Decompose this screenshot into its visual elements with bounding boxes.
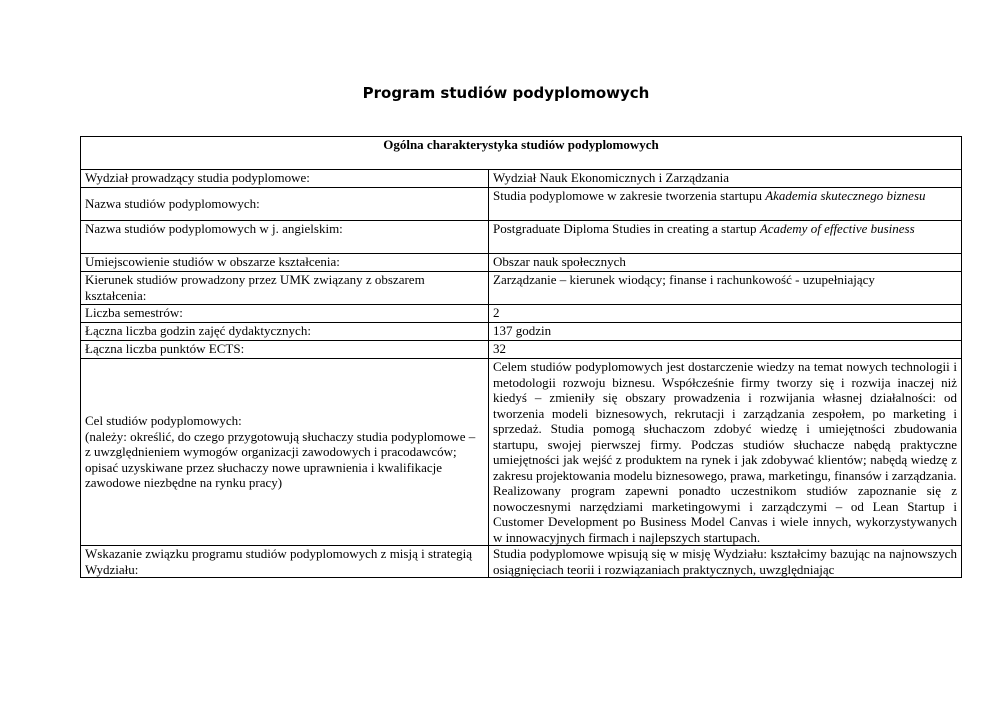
table-row	[81, 546, 962, 578]
value-misja-text: Studia podyplomowe wpisują się w misję Wydziału: kształcimy bazując na najnowszych osiągnięciach teorii i rozwiązaniach praktycznych, uwzględniając	[493, 546, 957, 577]
value-misja	[489, 546, 962, 578]
value-umiejscowienie: Obszar nauk społecznych	[489, 254, 962, 272]
value-nazwa-en-italic: Academy of effective business	[759, 221, 915, 236]
label-misja: Wskazanie związku programu studiów podyplomowych z misją i strategią Wydziału:	[81, 546, 489, 578]
label-cel-note: (należy: określić, do czego przygotowują słuchaczy studia podyplomowe – z uwzględnieniem wymogów organizacji zawodowych i pracodawców; opisać uzyskiwane przez słuchaczy nowe uprawnienia i kwalifikacje zawodowe niezbędne na rynku pracy)	[85, 428, 476, 491]
section-heading: Ogólna charakterystyka studiów podyplomowych	[81, 137, 962, 170]
label-umiejscowienie: Umiejscowienie studiów w obszarze kształcenia:	[81, 254, 489, 272]
table-row	[81, 305, 962, 323]
table-row	[81, 359, 962, 546]
program-table	[80, 136, 962, 578]
value-nazwa-en	[489, 221, 962, 254]
label-wydzial: Wydział prowadzący studia podyplomowe:	[81, 170, 489, 188]
value-nazwa	[489, 188, 962, 221]
label-kierunek: Kierunek studiów prowadzony przez UMK związany z obszarem kształcenia:	[81, 272, 489, 305]
value-nazwa-italic: Akademia skutecznego biznesu	[765, 188, 926, 203]
page-title: Program studiów podyplomowych	[362, 84, 650, 102]
value-cel-paragraph-1: Celem studiów podyplomowych jest dostarczenie wiedzy na temat nowych technologii i metodologii rozwoju biznesu. Współcześnie firmy tworzy się i rozwija inaczej niż kiedyś – zmieniły się obszary prowadzenia i rozwijania własnej działalności: od tworzenia modeli biznesowych, rekrutacji i zarządzania zespołem, po marketing i sprzedaż. Studia pomogą słuchaczom zdobyć wiedzę i umiejętności zbudowania startupu, swojej pierwszej firmy. Podczas studiów słuchacze nabędą praktyczne umiejętności jak wejść z produktem na rynek i jak zdobywać klientów; nabędą wiedzę z zakresu projektowania modelu biznesowego, prawa, marketingu, finansów i zarządzania.	[493, 359, 957, 483]
value-godziny: 137 godzin	[489, 323, 962, 341]
table-row	[81, 221, 962, 254]
label-godziny: Łączna liczba godzin zajęć dydaktycznych:	[81, 323, 489, 341]
label-ects: Łączna liczba punktów ECTS:	[81, 341, 489, 359]
value-nazwa-en-text: Postgraduate Diploma Studies in creating a startup	[493, 221, 757, 236]
table-row	[81, 323, 962, 341]
value-ects: 32	[489, 341, 962, 359]
table-row	[81, 170, 962, 188]
label-cel	[81, 359, 489, 546]
label-cel-main: Cel studiów podyplomowych:	[85, 413, 242, 429]
table-row	[81, 188, 962, 221]
value-kierunek: Zarządzanie – kierunek wiodący; finanse i rachunkowość - uzupełniający	[489, 272, 962, 305]
table-row	[81, 341, 962, 359]
table-header-row	[81, 137, 962, 170]
value-wydzial: Wydział Nauk Ekonomicznych i Zarządzania	[489, 170, 962, 188]
label-nazwa-en: Nazwa studiów podyplomowych w j. angielskim:	[81, 221, 489, 254]
value-nazwa-text: Studia podyplomowe w zakresie tworzenia startupu	[493, 188, 762, 203]
value-semestry: 2	[489, 305, 962, 323]
value-cel	[489, 359, 962, 546]
table-row	[81, 254, 962, 272]
label-semestry: Liczba semestrów:	[81, 305, 489, 323]
label-nazwa: Nazwa studiów podyplomowych:	[81, 188, 489, 221]
table-row	[81, 272, 962, 305]
value-cel-paragraph-2: Realizowany program zapewni ponadto uczestnikom studiów zapoznanie się z nowoczesnymi narzędziami marketingowymi i zarządczymi – od Lean Startup i Customer Development po Business Model Canvas i wiele innych, wykorzystywanych w innowacyjnych firmach i najlepszych startupach.	[493, 483, 957, 545]
